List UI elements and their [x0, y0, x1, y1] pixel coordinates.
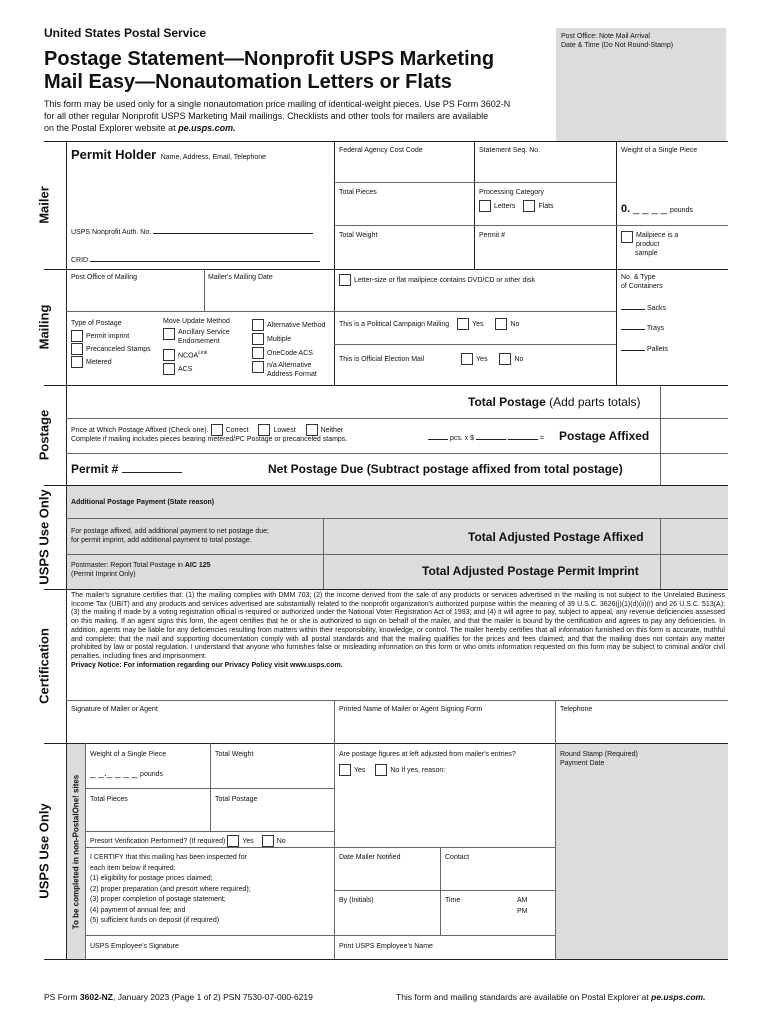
na-alt-checkbox[interactable] [252, 361, 264, 373]
footer-url[interactable]: pe.usps.com. [651, 992, 706, 1002]
permit-number-label: Permit # [479, 232, 506, 239]
date-notified-label: Date Mailer Notified [339, 854, 401, 861]
post-office-label: Post Office of Mailing [71, 274, 138, 281]
complete-if-note: Complete if mailing includes pieces bearing metered/PC Postage or precanceled stamps. [71, 436, 348, 443]
intro-line-2: for all other regular Nonprofit USPS Marketing Mail mailings. Checklists and other tools for mailers are available [44, 111, 489, 121]
arrival-note-line-2: Date & Time (Do Not Round-Stamp) [561, 42, 674, 49]
intro-line-3 [44, 122, 554, 134]
containers-label: No. & Type of Containers [621, 274, 663, 290]
weight-pounds: pounds [669, 207, 693, 214]
crid-label: CRID [71, 257, 89, 264]
statement-seq-label: Statement Seq. No. [479, 147, 541, 154]
election-label: This is Official Election Mail [339, 355, 425, 363]
intro-line-1: This form may be used only for a single nonautomation price mailing of identical-weight pieces. Use PS Form 3602-N [44, 99, 511, 109]
trays-label: Trays [646, 325, 665, 332]
intro-line-3-text: on the Postal Explorer website at [44, 123, 179, 133]
multiple-option: Multiple [252, 333, 325, 347]
usps-total-weight-label: Total Weight [215, 751, 254, 758]
footer-form-id: PS Form 3602-NZ, January 2023 (Page 1 of 2) PSN 7530-07-000-6219 [44, 992, 313, 1002]
am-pm-options[interactable]: AM PM [517, 897, 528, 915]
intro-url[interactable]: pe.usps.com. [178, 123, 236, 133]
adjusted-yes-checkbox[interactable] [339, 764, 351, 776]
employee-signature-label: USPS Employee's Signature [90, 943, 179, 950]
total-adjusted-permit: Total Adjusted Postage Permit Imprint [422, 564, 639, 578]
weight-blanks: _ _ _ _ [633, 203, 667, 215]
postmaster-note: Postmaster: Report Total Postage in AIC 125 (Permit Imprint Only) [71, 562, 211, 578]
arrival-note [556, 28, 726, 54]
multiple-checkbox[interactable] [252, 333, 264, 345]
metered-option: Metered [71, 356, 151, 369]
political-row: This is a Political Campaign Mailing Yes No [339, 318, 519, 330]
permit-imprint-checkbox[interactable] [71, 330, 83, 342]
net-postage-due-label: Net Postage Due (Subtract postage affixed from total postage) [268, 462, 623, 476]
permit-holder-sub: Name, Address, Email, Telephone [160, 154, 267, 161]
precanceled-option: Precanceled Stamps [71, 343, 151, 356]
permit-holder-title: Permit Holder [71, 147, 157, 162]
adjusted-question: Are postage figures at left adjusted from mailer's entries? [339, 751, 516, 758]
by-initials-label: By (Initials) [339, 897, 374, 904]
total-postage-label: Total Postage (Add parts totals) [468, 395, 641, 409]
total-weight-label: Total Weight [339, 232, 378, 239]
total-adjusted-affixed: Total Adjusted Postage Affixed [468, 530, 644, 544]
mailpiece-sample [621, 231, 683, 258]
presort-row: Presort Verification Performed? (If required) Yes No [90, 835, 286, 847]
precanceled-checkbox[interactable] [71, 343, 83, 355]
for-affixed-note: For postage affixed, add additional payment to net postage due; for permit imprint, add additional payment to total postage. [71, 528, 269, 544]
dvd-cd-checkbox[interactable] [339, 274, 351, 286]
auth-no-label: USPS Nonprofit Auth. No. [71, 229, 152, 236]
mailpiece-sample-label: Mailpiece is a product sample [635, 232, 679, 257]
presort-no-checkbox[interactable] [262, 835, 274, 847]
election-yes-checkbox[interactable] [461, 353, 473, 365]
arrival-note-line-1: Post Office: Note Mail Arrival [561, 33, 650, 40]
federal-agency-label: Federal Agency Cost Code [339, 147, 423, 154]
onecode-option: OneCode ACS [252, 347, 325, 361]
adjusted-options: Yes No If yes, reason: [339, 764, 445, 776]
permit-imprint-option: Permit imprint [71, 330, 151, 343]
form-number: 3602-NZ [79, 992, 113, 1002]
weight-single-label: Weight of a Single Piece [621, 147, 698, 154]
pallets-label: Pallets [646, 346, 668, 353]
flats-checkbox[interactable] [523, 200, 535, 212]
usps-total-pieces-label: Total Pieces [90, 796, 128, 803]
usps-weight-single-label: Weight of a Single Piece [90, 751, 167, 758]
section-label-certification: Certification [36, 628, 52, 704]
telephone-label: Telephone [560, 706, 593, 713]
move-update-method-2 [252, 319, 325, 379]
printed-name-label: Printed Name of Mailer or Agent Signing Form [339, 706, 483, 713]
dvd-cd-option [339, 274, 535, 286]
weight-field[interactable] [621, 203, 693, 215]
adjusted-no-checkbox[interactable] [375, 764, 387, 776]
type-of-postage [71, 317, 151, 369]
type-of-postage-label: Type of Postage [71, 320, 122, 327]
round-stamp-label: Round Stamp (Required) Payment Date [560, 751, 638, 767]
move-update-label: Move Update Method [163, 318, 230, 325]
form-title-line-2: Mail Easy—Nonautomation Letters or Flats [44, 71, 452, 93]
auth-no-field[interactable] [71, 228, 313, 237]
nonpostal-sites-label: To be completed in non-PostalOne! sites [71, 774, 81, 929]
section-label-usps-use-only-2: USPS Use Only [36, 803, 52, 899]
sacks-label: Sacks [646, 305, 667, 312]
footer-right: This form and mailing standards are available on Postal Explorer at pe.usps.com. [396, 992, 706, 1002]
section-label-mailing: Mailing [36, 304, 52, 350]
section-label-usps-use-only: USPS Use Only [36, 489, 52, 585]
employee-name-label: Print USPS Employee's Name [339, 943, 433, 950]
onecode-checkbox[interactable] [252, 347, 264, 359]
arrival-stamp-box[interactable] [556, 28, 726, 142]
political-no-checkbox[interactable] [495, 318, 507, 330]
section-label-postage: Postage [36, 409, 52, 461]
total-pieces-label: Total Pieces [339, 189, 377, 196]
weight-prefix: 0. [621, 203, 631, 215]
ancillary-checkbox[interactable] [163, 328, 175, 340]
if-yes-reason: If yes, reason: [401, 766, 446, 774]
usps-weight-field[interactable]: _ _._ _ _ _ pounds [90, 768, 164, 779]
mailing-date-label: Mailer's Mailing Date [208, 274, 273, 281]
acs-checkbox[interactable] [163, 363, 175, 375]
contact-label: Contact [445, 854, 470, 861]
pallets-field[interactable] [621, 345, 668, 354]
political-label: This is a Political Campaign Mailing [339, 320, 450, 328]
political-yes-checkbox[interactable] [457, 318, 469, 330]
mailpiece-sample-checkbox[interactable] [621, 231, 633, 243]
section-label-mailer: Mailer [36, 186, 52, 224]
crid-field[interactable] [71, 256, 320, 265]
election-no-checkbox[interactable] [499, 353, 511, 365]
inspection-certify: I CERTIFY that this mailing has been inspected for each item below if required: (1) eligibility for postage prices claimed; (2) proper preparation (and presort where required); (3) proper completion of postage statement; (4) payment of annual fee; and (5) sufficient funds on deposit (if required) [90, 854, 251, 924]
signature-label: Signature of Mailer or Agent [71, 706, 158, 713]
metered-checkbox[interactable] [71, 356, 83, 368]
intro-text [44, 98, 554, 134]
alt-method-option: Alternative Method [252, 319, 325, 333]
trays-field[interactable] [621, 324, 664, 333]
election-row: This is Official Election Mail Yes No [339, 353, 523, 365]
flats-label: Flats [538, 202, 554, 210]
processing-options [479, 200, 554, 212]
ncoa-option: $NCOA^{Link}$ [163, 349, 230, 361]
permit-holder-label [71, 146, 266, 164]
acs-option: ACS [163, 363, 230, 375]
privacy-notice: Privacy Notice: For information regarding our Privacy Policy visit www.usps.com. [71, 661, 343, 669]
letters-checkbox[interactable] [479, 200, 491, 212]
postage-affixed-label: Postage Affixed [559, 429, 650, 443]
round-stamp-box[interactable] [556, 744, 728, 959]
presort-yes-checkbox[interactable] [227, 835, 239, 847]
na-alt-option: n/a Alternative Address Format [252, 361, 325, 379]
additional-payment-label: Additional Postage Payment (State reason) [71, 499, 215, 506]
certification-text: The mailer's signature certifies that: (1) the mailing complies with DMM 703; (2) the income derived from the sale of any products or services advertised in the mailing is not subject to the Unrelated Business Income Tax (UBIT) and any products and services advertised are substantially related to the nonprofit organization's authorized purpose within the meaning of 39 U.S.C. 3626(j)(1)(d)(ii)(I) and 26 U.S.C. 513(A); (3) the mailing if made by a voting registration official is required or authorized under the National Voter Registration Act of 1993; and (4) it will agree to pay, subject to appeal, any revenue deficiencies assessed on this mailing. If an agent signs this form, the agent certifies that he or she is authorized to sign on behalf of the mailer, and that the mailer is bound by the certification and agrees to pay any deficiencies. In addition, agents may be liable for any deficiencies resulting from matters within their responsibility, knowledge, or control. The mailer hereby certifies that all information furnished on this form is accurate, truthful and complete; that the mail and supporting documentation comply with all postal standards and that the mailing qualifies for the prices and fees claimed; and that the mailing does not contain any matter prohibited by law or postal regulation. I understand that anyone who furnishes false or misleading information on this form or who omits information requested on this form may be subject to criminal and/or civil penalties, including fines and imprisonment. Privacy Notice: For information regarding our Privacy Policy visit www.usps.com. [71, 592, 725, 669]
form-title-line-1: Postage Statement—Nonprofit USPS Marketing [44, 48, 495, 70]
processing-category-label: Processing Category [479, 189, 544, 196]
price-affixed-row: Price at Which Postage Affixed (Check one). Correct Lowest Neither [71, 424, 343, 436]
dvd-cd-label: Letter-size or flat mailpiece contains DVD/CD or other disk [354, 276, 535, 284]
aic-code: AIC 125 [184, 562, 211, 569]
permit-no-field[interactable]: Permit # [71, 462, 182, 476]
ancillary-option: Ancillary Service Endorsement [163, 328, 230, 346]
agency-name: United States Postal Service [44, 26, 207, 40]
alt-method-checkbox[interactable] [252, 319, 264, 331]
letters-label: Letters [494, 202, 516, 210]
move-update-method [163, 317, 230, 375]
usps-total-postage-label: Total Postage [215, 796, 258, 803]
time-label: Time [445, 897, 461, 904]
form-title [44, 48, 494, 94]
sacks-field[interactable] [621, 304, 666, 313]
pcs-calc[interactable]: pcs. x $ . = [428, 434, 544, 443]
ncoa-checkbox[interactable] [163, 349, 175, 361]
